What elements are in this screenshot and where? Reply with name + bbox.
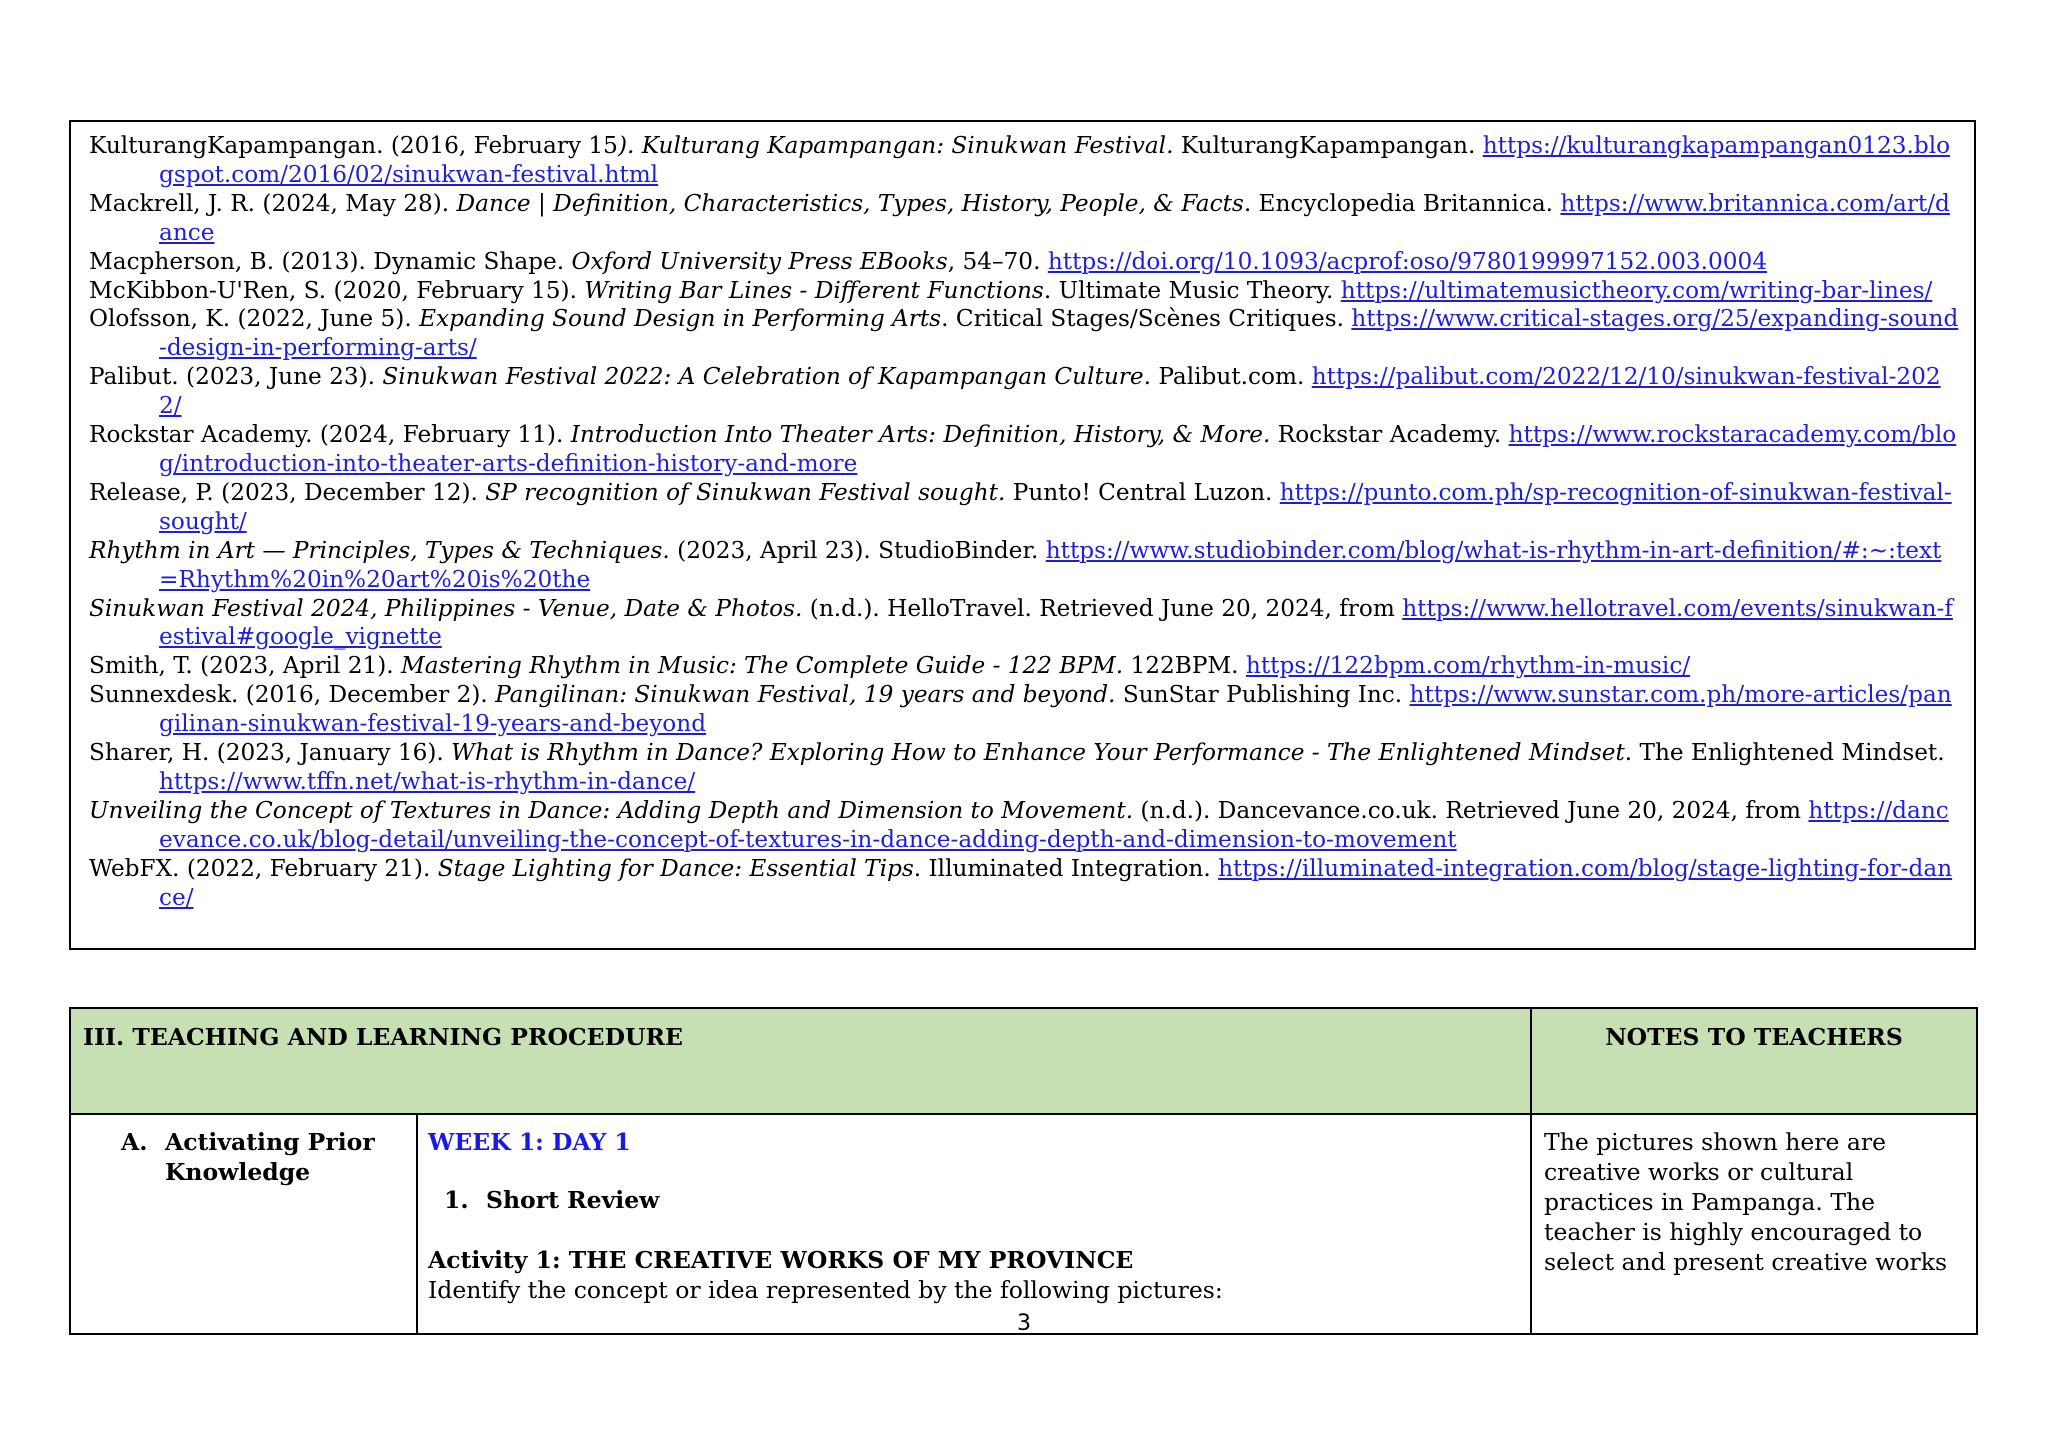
reference-title: Introduction Into Theater Arts: Definition, History, & More. — [570, 421, 1271, 449]
section-cell — [70, 1114, 417, 1334]
reference-link[interactable]: https://www.britannica.com/art/dance — [159, 189, 1950, 246]
reference-source: . The Enlightened Mindset. — [1624, 739, 1945, 767]
reference-author-date: Sharer, H. (2023, January 16). — [89, 739, 452, 767]
reference-source: 122BPM. — [1123, 652, 1246, 680]
reference-entry — [89, 305, 1960, 363]
reference-author-date: KulturangKapampangan. (2016, February 15 — [89, 132, 618, 159]
reference-author-date: Macpherson, B. (2013). Dynamic Shape. — [89, 247, 572, 275]
reference-entry — [89, 537, 1960, 595]
reference-entry — [89, 739, 1960, 797]
reference-source: (n.d.). HelloTravel. Retrieved June 20, 2024, from — [802, 594, 1403, 622]
reference-author-date: Palibut. (2023, June 23). — [89, 363, 383, 391]
reference-link[interactable]: https://doi.org/10.1093/acprof:oso/9780199997152.003.0004 — [1047, 247, 1768, 275]
reference-entry — [89, 479, 1960, 537]
reference-author-date: Release, P. (2023, December 12). — [89, 478, 486, 506]
references-box — [69, 120, 1976, 950]
reference-link[interactable]: https://www.tffn.net/what-is-rhythm-in-dance/ — [159, 767, 696, 795]
reference-source: (2023, April 23). StudioBinder. — [669, 536, 1046, 564]
section-title-line1: Activating Prior — [165, 1128, 375, 1156]
page-number: 3 — [1017, 1311, 1031, 1336]
reference-source: (n.d.). Dancevance.co.uk. Retrieved June 20, 2024, from — [1133, 796, 1809, 824]
procedure-header-row — [70, 1008, 1977, 1114]
review-label: Short Review — [486, 1186, 660, 1214]
reference-title: Unveiling the Concept of Textures in Dance: Adding Depth and Dimension to Movement. — [89, 796, 1134, 824]
activity-title: Activity 1: THE CREATIVE WORKS OF MY PROVINCE — [428, 1246, 1134, 1274]
reference-link[interactable]: https://illuminated-integration.com/blog/stage-lighting-for-dance/ — [159, 854, 1953, 911]
reference-entry — [89, 681, 1960, 739]
reference-link[interactable]: https://kulturangkapampangan0123.blogspot.com/2016/02/sinukwan-festival.html — [159, 132, 1951, 188]
reference-link[interactable]: https://www.critical-stages.org/25/expanding-sound-design-in-performing-arts/ — [159, 305, 1959, 362]
review-number: 1. — [444, 1186, 469, 1214]
reference-link[interactable]: https://ultimatemusictheory.com/writing-bar-lines/ — [1340, 276, 1933, 304]
reference-title: ). Kulturang Kapampangan: Sinukwan Festival. — [617, 132, 1174, 159]
notes-header: NOTES TO TEACHERS — [1531, 1008, 1977, 1114]
reference-link[interactable]: https://www.studiobinder.com/blog/what-is-rhythm-in-art-definition/#:~:text=Rhythm%20in%20art%20is%20the — [159, 536, 1942, 593]
reference-link[interactable]: https://dancevance.co.uk/blog-detail/unveiling-the-concept-of-textures-in-dance-adding-depth-and-dimension-to-movement — [159, 796, 1949, 853]
reference-link[interactable]: https://palibut.com/2022/12/10/sinukwan-festival-2022/ — [159, 363, 1941, 420]
reference-entry — [89, 190, 1960, 248]
reference-source: Rockstar Academy. — [1270, 421, 1509, 449]
short-review — [428, 1185, 1520, 1215]
reference-source: . Ultimate Music Theory. — [1043, 276, 1341, 304]
reference-entry — [89, 132, 1960, 190]
reference-title: Writing Bar Lines - Different Functions — [584, 276, 1044, 304]
reference-author-date: Rockstar Academy. (2024, February 11). — [89, 421, 571, 449]
reference-author-date: Mackrell, J. R. (2024, May 28). — [89, 189, 457, 217]
reference-entry — [89, 595, 1960, 653]
reference-source: . Encyclopedia Britannica. — [1243, 189, 1561, 217]
reference-title: Sinukwan Festival 2024, Philippines - Venue, Date & Photos. — [89, 594, 803, 622]
section-letter: A. — [121, 1128, 148, 1156]
reference-title: SP recognition of Sinukwan Festival sought. — [485, 478, 1006, 506]
reference-title: Oxford University Press EBooks — [571, 247, 948, 275]
reference-source: , 54–70. — [947, 247, 1048, 275]
reference-link[interactable]: https://www.rockstaracademy.com/blog/introduction-into-theater-arts-definition-history-and-more — [159, 421, 1957, 477]
week-label: WEEK 1: DAY 1 — [428, 1128, 631, 1156]
procedure-table — [69, 1007, 1978, 1335]
reference-title: Mastering Rhythm in Music: The Complete Guide - 122 BPM. — [401, 652, 1124, 680]
procedure-row — [70, 1114, 1977, 1334]
reference-link[interactable]: https://punto.com.ph/sp-recognition-of-sinukwan-festival-sought/ — [159, 478, 1952, 535]
reference-title: Dance | Definition, Characteristics, Types, History, People, & Facts — [456, 189, 1244, 217]
reference-author-date: WebFX. (2022, February 21). — [89, 854, 438, 882]
reference-source: Punto! Central Luzon. — [1005, 478, 1280, 506]
reference-author-date: McKibbon-U'Ren, S. (2020, February 15). — [89, 276, 585, 304]
reference-title: Stage Lighting for Dance: Essential Tips — [437, 854, 914, 882]
reference-entry — [89, 277, 1960, 306]
reference-title: Expanding Sound Design in Performing Arts — [419, 305, 942, 333]
reference-link[interactable]: https://www.sunstar.com.ph/more-articles/pangilinan-sinukwan-festival-19-years-and-beyond — [159, 681, 1952, 738]
reference-source: SunStar Publishing Inc. — [1115, 681, 1410, 709]
reference-link[interactable]: https://www.hellotravel.com/events/sinukwan-festival#google_vignette — [159, 594, 1953, 651]
reference-title: Pangilinan: Sinukwan Festival, 19 years and beyond. — [495, 681, 1116, 709]
reference-entry — [89, 248, 1960, 277]
reference-entry — [89, 855, 1960, 913]
reference-source: . Critical Stages/Scènes Critiques. — [941, 305, 1352, 333]
reference-source: . Illuminated Integration. — [913, 854, 1219, 882]
reference-author-date: Sunnexdesk. (2016, December 2). — [89, 681, 496, 709]
procedure-header: III. TEACHING AND LEARNING PROCEDURE — [70, 1008, 1531, 1114]
reference-author-date: Olofsson, K. (2022, June 5). — [89, 305, 420, 333]
reference-source: . Palibut.com. — [1143, 363, 1312, 391]
reference-entry — [89, 421, 1960, 479]
reference-title: What is Rhythm in Dance? Exploring How to Enhance Your Performance - The Enlightened Mindset — [451, 739, 1625, 767]
section-title-line2: Knowledge — [165, 1158, 311, 1186]
reference-entry — [89, 363, 1960, 421]
reference-source: KulturangKapampangan. — [1173, 132, 1483, 159]
reference-author-date: Smith, T. (2023, April 21). — [89, 652, 402, 680]
notes-cell: The pictures shown here are creative works or cultural practices in Pampanga. The teacher is highly encouraged to select and present creative works — [1531, 1114, 1977, 1334]
reference-entry — [89, 797, 1960, 855]
reference-link[interactable]: https://122bpm.com/rhythm-in-music/ — [1245, 652, 1691, 680]
reference-title: Sinukwan Festival 2022: A Celebration of Kapampangan Culture — [382, 363, 1144, 391]
reference-title: Rhythm in Art — Principles, Types & Techniques. — [89, 536, 670, 564]
activity-instruction: Identify the concept or idea represented by the following pictures: — [428, 1276, 1223, 1304]
reference-entry — [89, 652, 1960, 681]
activity-cell — [417, 1114, 1531, 1334]
